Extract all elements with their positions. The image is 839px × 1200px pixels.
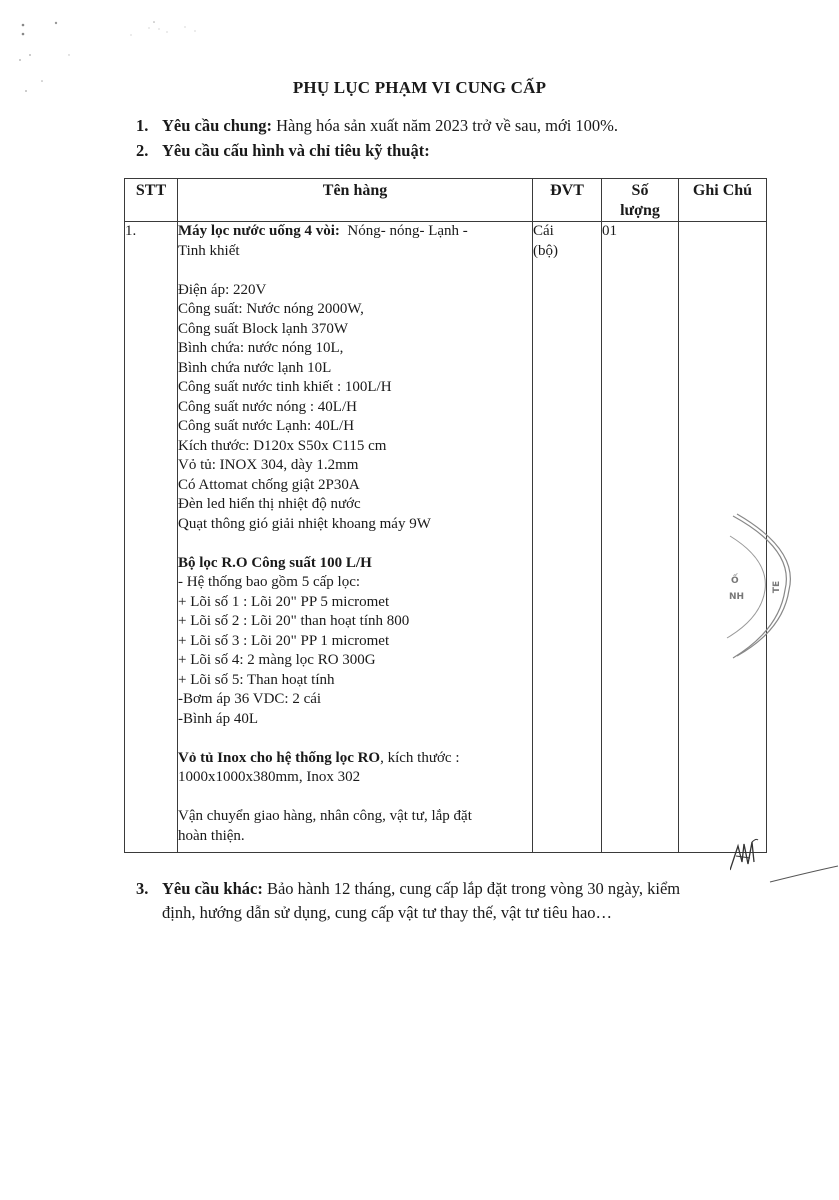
spec-line: Công suất nước tinh khiết : 100L/H xyxy=(178,379,392,395)
document-title: PHỤ LỤC PHẠM VI CUNG CẤP xyxy=(292,78,547,97)
ro-spec-line: - Hệ thống bao gồm 5 cấp lọc: xyxy=(178,574,361,590)
table-header-row xyxy=(125,179,767,222)
header-qty xyxy=(602,179,679,222)
spec-line: Công suất: Nước nóng 2000W, xyxy=(178,301,364,317)
spec-line: Quạt thông gió giải nhiệt khoang máy 9W xyxy=(178,515,431,532)
ro-spec-line: -Bơm áp 36 VDC: 2 cái xyxy=(178,691,322,707)
cabinet-bold: Vỏ tủ Inox cho hệ thống lọc RO xyxy=(178,749,381,766)
requirement-label: Yêu cầu cấu hình và chỉ tiêu kỹ thuật: xyxy=(162,141,430,160)
header-dvt: ĐVT xyxy=(533,179,602,222)
spec-line: Kích thước: D120x S50x C115 cm xyxy=(178,437,387,454)
requirement-label: Yêu cầu khác: xyxy=(162,879,263,898)
service-line2: hoàn thiện. xyxy=(178,827,245,844)
spec-line: Vỏ tủ: INOX 304, dày 1.2mm xyxy=(178,457,359,473)
requirement-text: Hàng hóa sản xuất năm 2023 trở về sau, mới 100%. xyxy=(272,116,619,135)
requirement-other xyxy=(136,877,816,925)
scan-noise xyxy=(0,20,220,120)
product-title xyxy=(178,222,532,242)
stamp-text-1: Ố xyxy=(731,576,739,586)
spec-line: Công suất nước nóng : 40L/H xyxy=(178,398,357,415)
stamp-text-3: TE xyxy=(772,580,783,594)
cabinet-line2: 1000x1000x380mm, Inox 302 xyxy=(178,769,361,785)
cell-dvt xyxy=(533,222,602,853)
ro-spec-line: + Lõi số 5: Than hoạt tính xyxy=(178,671,335,688)
spec-line: Bình chứa: nước nóng 10L, xyxy=(178,340,344,356)
ro-spec-line: -Bình áp 40L xyxy=(178,710,258,727)
requirement-spec xyxy=(136,139,430,163)
spec-line: Công suất nước Lạnh: 40L/H xyxy=(178,418,355,434)
service-line: Vận chuyển giao hàng, nhân công, vật tư, lắp đặt xyxy=(178,808,472,824)
product-title-rest: Nóng- nóng- Lạnh - xyxy=(339,223,468,239)
cell-stt: 1. xyxy=(125,222,178,853)
cell-qty: 01 xyxy=(602,222,679,853)
cabinet-rest: , kích thước : xyxy=(380,749,460,766)
header-qty-line1: Số xyxy=(631,182,649,199)
stamp-text-2: NH xyxy=(729,592,745,602)
spec-table xyxy=(124,178,767,853)
requirement-number: 2. xyxy=(136,141,149,160)
header-note: Ghi Chú xyxy=(679,179,767,222)
spec-line: Có Attomat chống giật 2P30A xyxy=(178,476,360,493)
product-title-bold: Máy lọc nước uống 4 vòi: xyxy=(178,223,340,239)
header-stt: STT xyxy=(125,179,178,222)
header-name: Tên hàng xyxy=(178,179,533,222)
requirement-text-cont: định, hướng dẫn sử dụng, cung cấp vật tư thay thế, vật tư tiêu hao… xyxy=(162,903,613,922)
cell-name xyxy=(178,222,533,853)
ro-spec-line: + Lõi số 2 : Lõi 20" than hoạt tính 800 xyxy=(178,613,410,629)
spec-line: Đèn led hiển thị nhiệt độ nước xyxy=(178,496,361,512)
ro-spec-line: + Lõi số 4: 2 màng lọc RO 300G xyxy=(178,652,376,668)
ro-title: Bộ lọc R.O Công suất 100 L/H xyxy=(178,554,372,571)
spec-line: Bình chứa nước lạnh 10L xyxy=(178,359,332,376)
requirement-number: 3. xyxy=(136,879,149,898)
ro-spec-line: + Lõi số 1 : Lõi 20" PP 5 micromet xyxy=(178,593,390,610)
requirement-general xyxy=(136,114,618,138)
cabinet-line xyxy=(178,749,532,769)
spec-line: Công suất Block lạnh 370W xyxy=(178,320,348,337)
dvt-line1: Cái xyxy=(533,223,554,239)
spec-line: Điện áp: 220V xyxy=(178,281,267,298)
dvt-line2: (bộ) xyxy=(533,242,558,259)
requirement-text: Bảo hành 12 tháng, cung cấp lắp đặt trong vòng 30 ngày, kiểm xyxy=(262,879,681,898)
header-qty-line2: lượng xyxy=(620,202,660,219)
requirement-label: Yêu cầu chung: xyxy=(162,116,273,135)
product-title-line2: Tinh khiết xyxy=(178,242,240,259)
requirement-number: 1. xyxy=(136,116,149,135)
stamp-seal xyxy=(725,510,795,660)
table-row xyxy=(125,222,767,853)
ro-spec-line: + Lõi số 3 : Lõi 20" PP 1 micromet xyxy=(178,632,390,649)
